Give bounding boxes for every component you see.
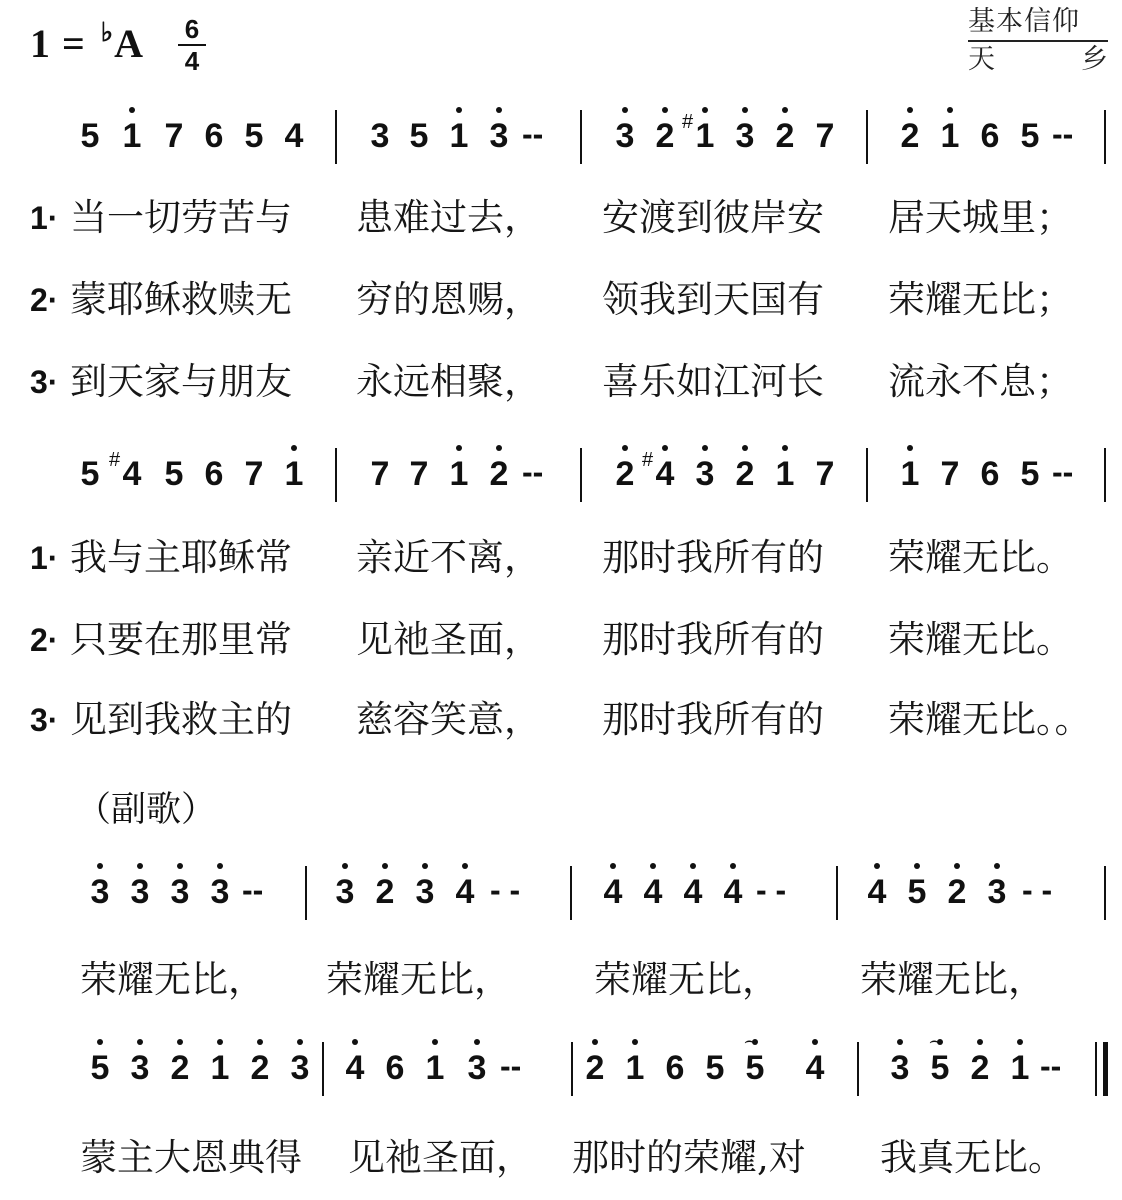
note: 4 <box>718 872 748 912</box>
hold-dash: - - <box>1022 872 1053 908</box>
fermata-sign: ⌢ <box>744 1033 755 1050</box>
note: 3 <box>165 872 195 912</box>
note: 7 <box>815 117 835 155</box>
high-octave-dot <box>474 1039 480 1045</box>
note: 5 ⌢ <box>925 1048 955 1088</box>
note: 3 <box>462 1048 492 1088</box>
high-octave-dot <box>977 1039 983 1045</box>
chorus-lyric-phrase: 见祂圣面， <box>348 1136 533 1179</box>
chorus-lyric-phrase: 荣耀无比， <box>326 958 511 1001</box>
bar-line <box>580 448 582 502</box>
lyric-phrase: 见祂圣面， <box>356 618 541 661</box>
note: 5 ⌢ <box>740 1048 770 1088</box>
lyric-phrase: 领我到天国有 <box>602 278 824 321</box>
note: 1 <box>895 454 925 494</box>
high-octave-dot <box>217 1039 223 1045</box>
bar-line <box>1095 1042 1097 1096</box>
lyric-phrase: 那时我所有的 <box>602 536 824 579</box>
note: 3 <box>484 116 514 156</box>
note: 1 <box>205 1048 235 1088</box>
chorus-lyric-phrase: 那时的荣耀,对 <box>572 1136 806 1179</box>
note: 3 <box>85 872 115 912</box>
note: 4 # <box>650 454 680 494</box>
high-octave-dot <box>129 107 135 113</box>
bar-line <box>836 866 838 920</box>
lyric-phrase: 荣耀无比。 <box>888 618 1073 661</box>
note: 5 <box>409 117 429 155</box>
high-octave-dot <box>897 1039 903 1045</box>
title-char-2: 乡 <box>1081 44 1108 75</box>
high-octave-dot <box>994 863 1000 869</box>
hold-dash: -- <box>500 1048 522 1084</box>
note: 3 <box>410 872 440 912</box>
lyric-phrase: 居天城里； <box>888 196 1073 239</box>
note: 3 <box>125 872 155 912</box>
bar-line <box>1104 448 1106 502</box>
bar-line <box>580 110 582 164</box>
high-octave-dot <box>257 1039 263 1045</box>
high-octave-dot <box>291 445 297 451</box>
high-octave-dot <box>592 1039 598 1045</box>
note: 5 <box>85 1048 115 1088</box>
note: 4 <box>678 872 708 912</box>
note: 4 <box>284 117 304 155</box>
high-octave-dot <box>297 1039 303 1045</box>
hold-dash: - - <box>490 872 521 908</box>
hold-dash: -- <box>522 116 544 152</box>
note: 4 <box>598 872 628 912</box>
note: 4 <box>638 872 668 912</box>
bar-line <box>571 1042 573 1096</box>
note: 3 <box>285 1048 315 1088</box>
hold-dash: -- <box>242 872 264 908</box>
lyric-phrase: 安渡到彼岸安 <box>602 196 824 239</box>
note: 6 <box>980 455 1000 493</box>
lyric-phrase: 喜乐如江河长 <box>602 360 824 403</box>
high-octave-dot <box>496 445 502 451</box>
note: 3 <box>690 454 720 494</box>
lyric-phrase: 亲近不离， <box>356 536 541 579</box>
key-note: A <box>114 21 144 66</box>
note: 5 <box>902 872 932 912</box>
note: 1 <box>620 1048 650 1088</box>
chorus-lyric-phrase: 蒙主大恩典得 <box>80 1136 302 1179</box>
high-octave-dot <box>632 1039 638 1045</box>
note: 4 <box>800 1048 830 1088</box>
note: 1 <box>420 1048 450 1088</box>
high-octave-dot <box>702 107 708 113</box>
note: 3 <box>370 117 390 155</box>
high-octave-dot <box>914 863 920 869</box>
category-label: 基本信仰 <box>968 4 1108 42</box>
note: 6 <box>385 1049 405 1087</box>
note: 1 <box>279 454 309 494</box>
high-octave-dot <box>462 863 468 869</box>
fermata-sign: ⌢ <box>929 1033 940 1050</box>
bar-line <box>1104 110 1106 164</box>
lyric-phrase: 患难过去， <box>356 196 541 239</box>
note: 2 <box>942 872 972 912</box>
note: 3 <box>885 1048 915 1088</box>
bar-line <box>335 110 337 164</box>
note: 2 <box>580 1048 610 1088</box>
note: 5 <box>244 117 264 155</box>
verse-number: 3· <box>30 364 59 400</box>
lyric-phrase: 只要在那里常 <box>70 618 292 661</box>
key-label: 1 = <box>30 21 97 66</box>
lyric-phrase: 那时我所有的 <box>602 698 824 741</box>
lyric-phrase: 见到我救主的 <box>70 698 292 741</box>
lyric-phrase: 蒙耶稣救赎无 <box>70 278 292 321</box>
high-octave-dot <box>422 863 428 869</box>
high-octave-dot <box>97 1039 103 1045</box>
lyric-phrase: 慈容笑意， <box>356 698 541 741</box>
note: 2 <box>484 454 514 494</box>
note: 4 <box>340 1048 370 1088</box>
high-octave-dot <box>177 1039 183 1045</box>
hold-dash: - - <box>756 872 787 908</box>
high-octave-dot <box>690 863 696 869</box>
note: 3 <box>610 116 640 156</box>
note: 7 <box>940 455 960 493</box>
verse-number: 1· <box>30 200 59 236</box>
note: 6 <box>665 1049 685 1087</box>
note: 2 <box>770 116 800 156</box>
sharp-sign: # <box>682 111 694 133</box>
lyric-phrase: 到天家与朋友 <box>70 360 292 403</box>
high-octave-dot <box>947 107 953 113</box>
note: 6 <box>204 117 224 155</box>
note: 4 <box>450 872 480 912</box>
high-octave-dot <box>1017 1039 1023 1045</box>
bar-line <box>866 110 868 164</box>
lyric-phrase: 我与主耶稣常 <box>70 536 292 579</box>
verse-number: 1· <box>30 540 59 576</box>
high-octave-dot <box>907 445 913 451</box>
note: 5 <box>705 1049 725 1087</box>
hold-dash: -- <box>1040 1048 1062 1084</box>
hold-dash: -- <box>1052 454 1074 490</box>
high-octave-dot <box>662 445 668 451</box>
lyric-phrase: 荣耀无比。 <box>888 536 1073 579</box>
note: 7 <box>815 455 835 493</box>
bar-line <box>866 448 868 502</box>
high-octave-dot <box>342 863 348 869</box>
note: 7 <box>409 455 429 493</box>
chorus-label: （副歌） <box>76 790 217 830</box>
high-octave-dot <box>137 1039 143 1045</box>
note: 7 <box>370 455 390 493</box>
sharp-sign: # <box>109 449 121 471</box>
verse-number: 3· <box>30 702 59 738</box>
note: 5 <box>1020 455 1040 493</box>
lyric-phrase: 荣耀无比； <box>888 278 1073 321</box>
chorus-lyric-phrase: 荣耀无比， <box>80 958 265 1001</box>
note: 5 <box>80 117 100 155</box>
high-octave-dot <box>782 445 788 451</box>
note: 3 <box>730 116 760 156</box>
note: 2 <box>650 116 680 156</box>
bar-line <box>322 1042 324 1096</box>
note: 2 <box>895 116 925 156</box>
verse-number: 2· <box>30 282 59 318</box>
high-octave-dot <box>662 107 668 113</box>
hold-dash: -- <box>1052 116 1074 152</box>
note: 3 <box>125 1048 155 1088</box>
lyric-phrase: 流永不息； <box>888 360 1073 403</box>
note: 1 # <box>690 116 720 156</box>
bar-line <box>570 866 572 920</box>
meter-top: 6 <box>184 14 200 44</box>
high-octave-dot <box>907 107 913 113</box>
note: 1 <box>444 116 474 156</box>
note: 5 <box>80 455 100 493</box>
high-octave-dot <box>742 107 748 113</box>
note: 2 <box>610 454 640 494</box>
note: 1 <box>1005 1048 1035 1088</box>
note: 7 <box>164 117 184 155</box>
high-octave-dot <box>352 1039 358 1045</box>
lyric-phrase: 当一切劳苦与 <box>70 196 292 239</box>
note: 2 <box>245 1048 275 1088</box>
high-octave-dot <box>432 1039 438 1045</box>
note: 6 <box>980 117 1000 155</box>
note: 2 <box>370 872 400 912</box>
note: 2 <box>965 1048 995 1088</box>
high-octave-dot <box>177 863 183 869</box>
high-octave-dot <box>97 863 103 869</box>
title-char-1: 天 <box>968 44 995 75</box>
note: 7 <box>244 455 264 493</box>
high-octave-dot <box>456 445 462 451</box>
note: 2 <box>730 454 760 494</box>
high-octave-dot <box>874 863 880 869</box>
bar-line <box>305 866 307 920</box>
chorus-lyric-phrase: 荣耀无比， <box>594 958 779 1001</box>
high-octave-dot <box>137 863 143 869</box>
hold-dash: -- <box>522 454 544 490</box>
high-octave-dot <box>217 863 223 869</box>
high-octave-dot <box>812 1039 818 1045</box>
high-octave-dot <box>650 863 656 869</box>
bar-line <box>1103 1042 1108 1096</box>
note: 1 <box>935 116 965 156</box>
note: 1 <box>770 454 800 494</box>
note: 3 <box>205 872 235 912</box>
note: 4 # <box>117 454 147 494</box>
high-octave-dot <box>702 445 708 451</box>
lyric-phrase: 穷的恩赐， <box>356 278 541 321</box>
meter-bottom: 4 <box>184 46 200 76</box>
high-octave-dot <box>496 107 502 113</box>
high-octave-dot <box>730 863 736 869</box>
note: 1 <box>117 116 147 156</box>
note: 3 <box>330 872 360 912</box>
high-octave-dot <box>742 445 748 451</box>
lyric-phrase: 永远相聚， <box>356 360 541 403</box>
lyric-phrase: 那时我所有的 <box>602 618 824 661</box>
note: 4 <box>862 872 892 912</box>
bar-line <box>335 448 337 502</box>
lyric-phrase: 荣耀无比。。 <box>888 698 1092 741</box>
verse-number: 2· <box>30 622 59 658</box>
note: 1 <box>444 454 474 494</box>
bar-line <box>1104 866 1106 920</box>
high-octave-dot <box>456 107 462 113</box>
flat-sign: ♭ <box>100 18 115 47</box>
high-octave-dot <box>782 107 788 113</box>
high-octave-dot <box>622 107 628 113</box>
bar-line <box>857 1042 859 1096</box>
high-octave-dot <box>954 863 960 869</box>
note: 5 <box>164 455 184 493</box>
sharp-sign: # <box>642 449 654 471</box>
note: 6 <box>204 455 224 493</box>
high-octave-dot <box>622 445 628 451</box>
high-octave-dot <box>610 863 616 869</box>
chorus-lyric-phrase: 我真无比。 <box>880 1136 1065 1179</box>
high-octave-dot <box>382 863 388 869</box>
note: 5 <box>1020 117 1040 155</box>
note: 3 <box>982 872 1012 912</box>
chorus-lyric-phrase: 荣耀无比， <box>860 958 1045 1001</box>
note: 2 <box>165 1048 195 1088</box>
